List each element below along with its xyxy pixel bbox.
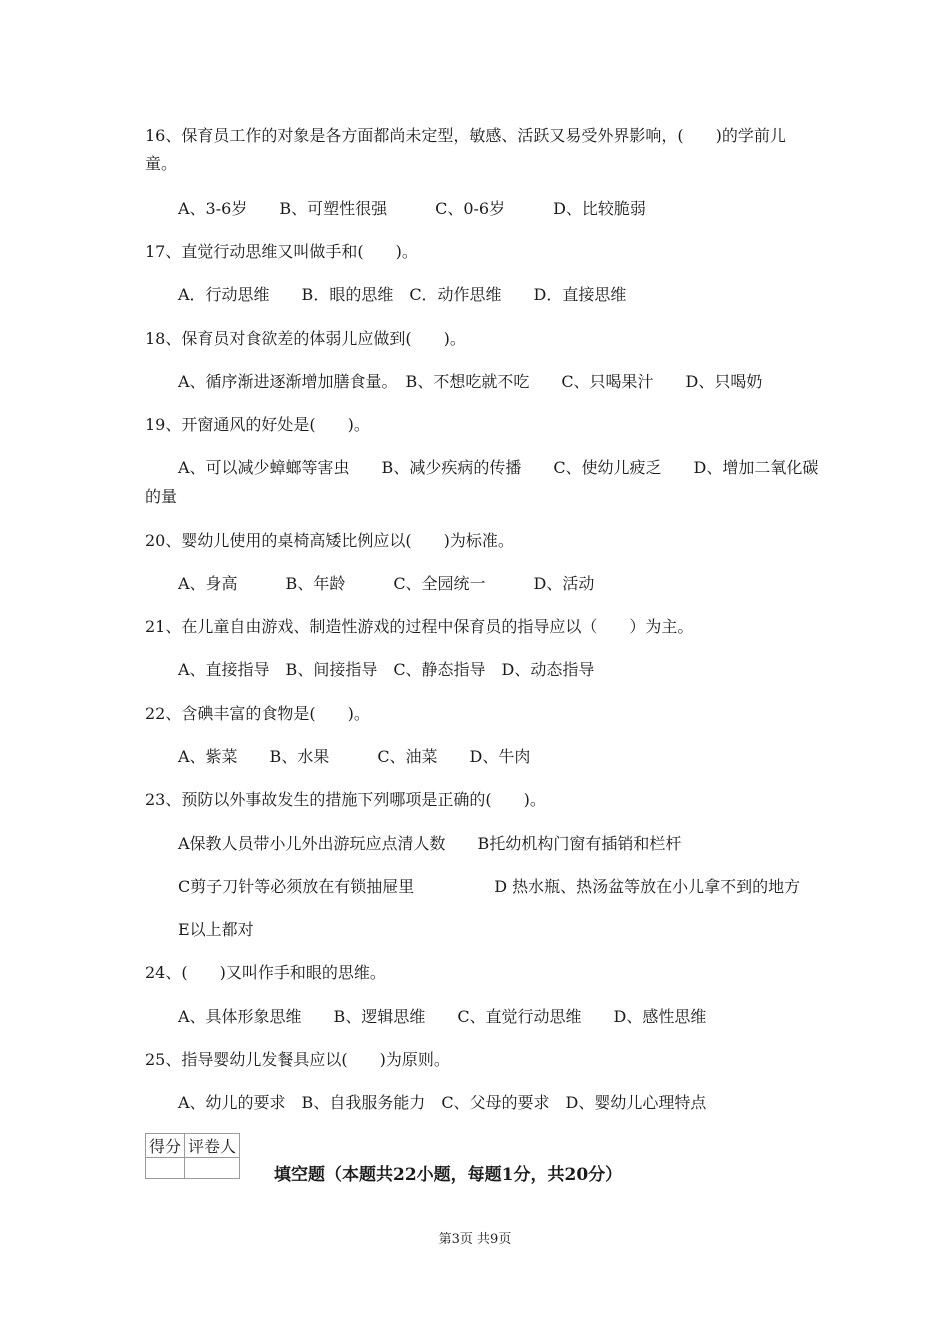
question-20-stem: 20、婴幼儿使用的桌椅高矮比例应以( )为标准。 xyxy=(145,531,514,550)
grader-cell xyxy=(185,1158,240,1179)
grader-label: 评卷人 xyxy=(185,1134,240,1158)
question-23-option-line1: A保教人员带小儿外出游玩应点清人数 B托幼机构门窗有插销和栏杆 xyxy=(178,834,682,853)
question-18-stem: 18、保育员对食欲差的体弱儿应做到( )。 xyxy=(145,329,466,348)
question-20-options: A、身高 B、年龄 C、全园统一 D、活动 xyxy=(178,574,595,593)
question-24-stem: 24、( )又叫作手和眼的思维。 xyxy=(145,963,386,982)
question-21-stem: 21、在儿童自由游戏、制造性游戏的过程中保育员的指导应以（ ）为主。 xyxy=(145,617,694,636)
score-box xyxy=(145,1133,240,1179)
question-19-stem: 19、开窗通风的好处是( )。 xyxy=(145,415,370,434)
question-19-options-line2: 的量 xyxy=(145,487,178,506)
question-19-options-line1: A、可以减少蟑螂等害虫 B、减少疾病的传播 C、使幼儿疲乏 D、增加二氧化碳 xyxy=(178,458,819,477)
question-16-stem-line2: 童。 xyxy=(145,154,178,173)
question-22-options: A、紫菜 B、水果 C、油菜 D、牛肉 xyxy=(178,747,531,766)
score-cell xyxy=(146,1158,185,1179)
question-25-stem: 25、指导婴幼儿发餐具应以( )为原则。 xyxy=(145,1050,450,1069)
question-23-option-line3: E以上都对 xyxy=(178,920,254,939)
question-17-options: A．行动思维 B．眼的思维 C．动作思维 D．直接思维 xyxy=(178,285,627,304)
question-18-options: A、循序渐进逐渐增加膳食量。 B、不想吃就不吃 C、只喝果汁 D、只喝奶 xyxy=(178,372,763,391)
question-23-stem: 23、预防以外事故发生的措施下列哪项是正确的( )。 xyxy=(145,790,546,809)
question-17-stem: 17、直觉行动思维又叫做手和( )。 xyxy=(145,242,418,261)
question-25-options: A、幼儿的要求 B、自我服务能力 C、父母的要求 D、婴幼儿心理特点 xyxy=(178,1093,707,1112)
section-title: 填空题（本题共22小题，每题1分，共20分） xyxy=(274,1165,623,1185)
page-footer: 第3页 共9页 xyxy=(438,1232,512,1247)
question-24-options: A、具体形象思维 B、逻辑思维 C、直觉行动思维 D、感性思维 xyxy=(178,1007,707,1026)
question-22-stem: 22、含碘丰富的食物是( )。 xyxy=(145,704,370,723)
question-16-stem-line1: 16、保育员工作的对象是各方面都尚未定型，敏感、活跃又易受外界影响，( )的学前儿 xyxy=(145,126,786,145)
score-label: 得分 xyxy=(146,1134,185,1158)
question-21-options: A、直接指导 B、间接指导 C、静态指导 D、动态指导 xyxy=(178,660,595,679)
question-23-option-line2: C剪子刀针等必须放在有锁抽屉里 D 热水瓶、热汤盆等放在小儿拿不到的地方 xyxy=(178,877,801,896)
question-16-options: A、3-6岁 B、可塑性很强 C、0-6岁 D、比较脆弱 xyxy=(178,199,646,218)
